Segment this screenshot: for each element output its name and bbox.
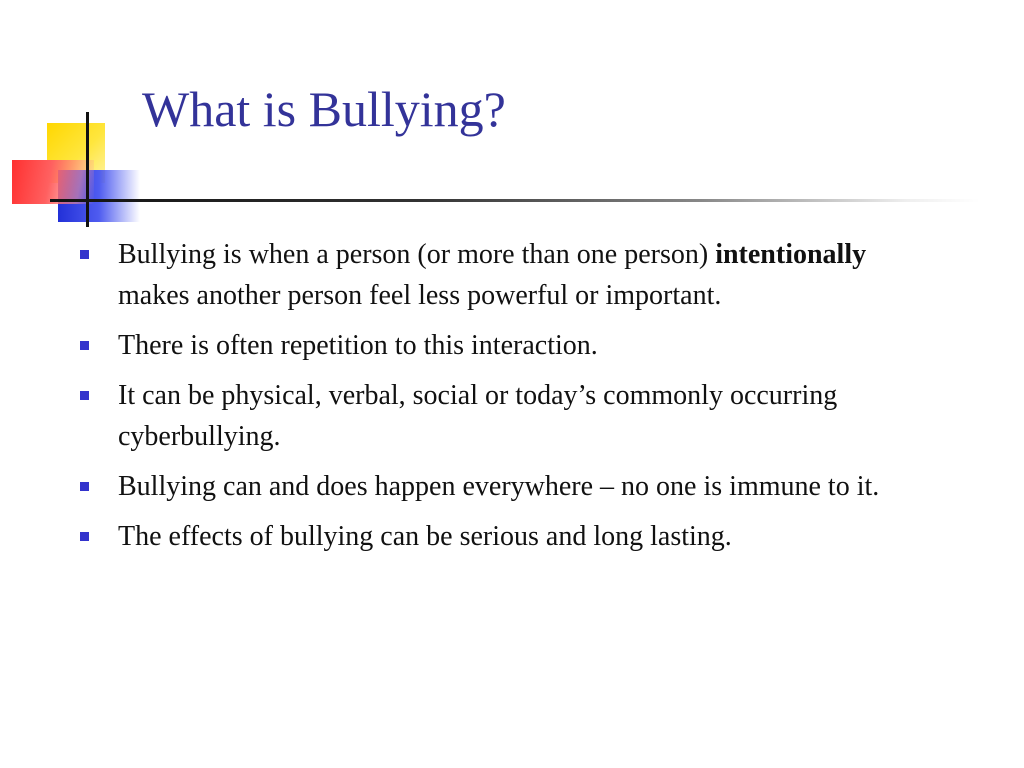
square-bullet-icon bbox=[80, 250, 89, 259]
title-underline-rule bbox=[50, 199, 980, 202]
bullet-text-part: Bullying is when a person (or more than one person) bbox=[118, 239, 716, 270]
bullet-item bbox=[80, 234, 940, 316]
bullet-item bbox=[80, 516, 940, 557]
bullet-item bbox=[80, 466, 940, 507]
bullet-text: The effects of bullying can be serious and long lasting. bbox=[118, 521, 732, 552]
square-bullet-icon bbox=[80, 482, 89, 491]
decorative-red-bar bbox=[12, 160, 94, 204]
bullet-text: It can be physical, verbal, social or today’s commonly occurring cyberbullying. bbox=[118, 380, 838, 452]
bullet-text: There is often repetition to this interaction. bbox=[118, 330, 598, 361]
bullet-bold-term: intentionally bbox=[715, 239, 867, 270]
bullet-text-part: makes another person feel less powerful or important. bbox=[118, 280, 722, 311]
square-bullet-icon bbox=[80, 532, 89, 541]
square-bullet-icon bbox=[80, 341, 89, 350]
decorative-vertical-line bbox=[86, 112, 89, 227]
bullet-list bbox=[80, 234, 940, 566]
bullet-item bbox=[80, 375, 940, 457]
bullet-item bbox=[80, 325, 940, 366]
square-bullet-icon bbox=[80, 391, 89, 400]
slide-title: What is Bullying? bbox=[142, 81, 506, 137]
bullet-text: Bullying can and does happen everywhere – no one is immune to it. bbox=[118, 471, 880, 502]
